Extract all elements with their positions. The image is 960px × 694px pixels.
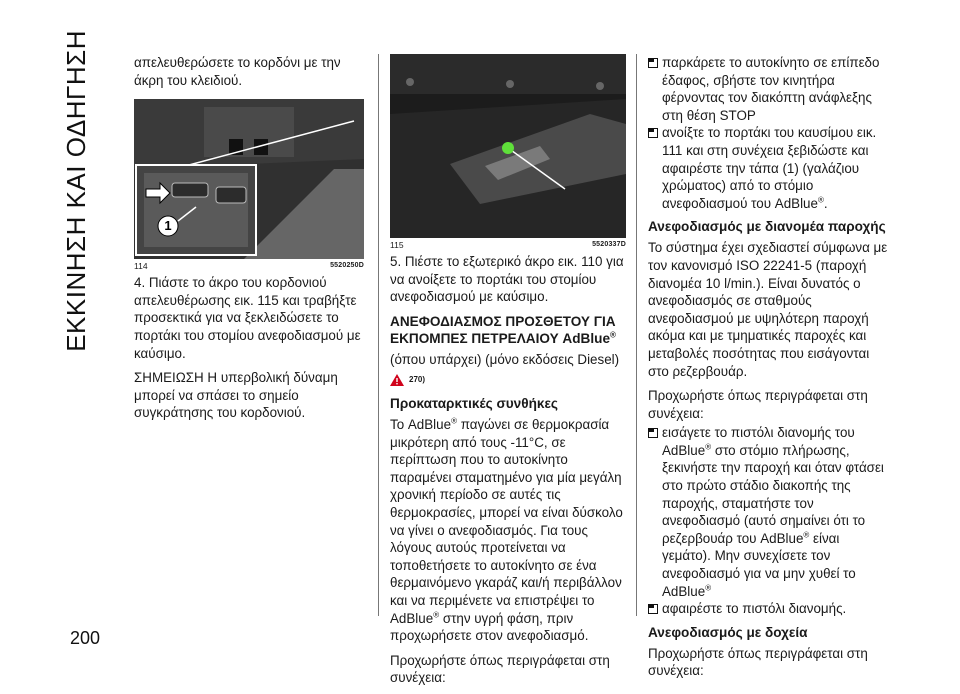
cord-pull-illustration [390, 54, 626, 238]
dispenser-heading: Ανεφοδιασμός με διανομέα παροχής [648, 219, 886, 235]
figure-115-code: 5520337D [592, 241, 626, 248]
page-number: 200 [70, 628, 101, 648]
column-3 [648, 54, 888, 687]
prelim-sup-2: ® [433, 610, 440, 620]
figure-callout-1: 1 [164, 218, 172, 234]
figure-114-caption [134, 261, 364, 271]
figure-115-number: 115 [390, 240, 404, 250]
bullet-insert-sup-2: ® [803, 530, 810, 540]
bullet-insert-sup-1: ® [705, 442, 712, 452]
bullet-insert-nozzle [648, 424, 888, 600]
figure-114 [134, 99, 364, 259]
proceed-text: Προχωρήστε όπως περιγράφεται στη συνέχεια: [390, 652, 610, 686]
column-divider-2 [636, 54, 637, 616]
intro-text: απελευθερώσετε το κορδόνι με την άκρη του κλειδιού. [134, 55, 341, 88]
checkbox-square-icon [648, 58, 658, 68]
step-5-text: 5. Πιέστε το εξωτερικό άκρο εικ. 110 για να ανοίξετε το πορτάκι του στομίου ανεφοδιασμού με καύσιμο. [390, 254, 624, 305]
chapter-side-title [44, 30, 108, 352]
prelim-text-b: παγώνει σε θερμοκρασία μικρότερη από τους -11°C, σε περίπτωση που το αυτοκίνητο παραμένει σταματημένο για μία μεγάλη χρονική περίοδο σε αυτές τις θερμοκρασίες, μπορεί να είναι δύσκολο να γίνει ο ανεφοδιασμός. Για τους λόγους αυτούς προτείνεται να τοποθετήσετε το αυτοκίνητο σε ένα θερμαινόμενο γκαράζ και/ή περιβάλλον και να περιμένετε να επιστρέψει το AdBlue [390, 416, 623, 626]
warning-triangle-icon [390, 374, 404, 386]
figure-114-code: 5520250D [330, 262, 364, 270]
warning-ref-number: 270) [409, 375, 426, 385]
bullet-park-text: παρκάρετε το αυτοκίνητο σε επίπεδο έδαφος, σβήστε τον κινητήρα φέρνοντας τον διακόπτη ανάφλεξης στη θέση STOP [662, 55, 880, 123]
figure-114-number: 114 [134, 261, 148, 272]
prelim-sup-1: ® [451, 416, 457, 426]
bullet-park [648, 54, 888, 124]
bullet-open-flap-a: ανοίξτε το πορτάκι του καυσίμου εικ. 111 και στη συνέχεια ξεβιδώστε και αφαιρέστε την τάπα (1) (γαλάζιου χρώματος) από το στόμιο ανεφοδιασμού του AdBlue [662, 125, 877, 211]
warning-reference [390, 371, 626, 389]
checkbox-square-icon [648, 428, 658, 438]
note-text: ΣΗΜΕΙΩΣΗ Η υπερβολική δύναμη μπορεί να σπάσει το σημείο συγκράτησης του κορδονιού. [134, 370, 338, 421]
container-heading: Ανεφοδιασμός με δοχεία [648, 624, 808, 640]
trunk-cord-illustration [134, 99, 364, 259]
column-1 [134, 54, 364, 429]
prelim-text-a: Το AdBlue [390, 416, 452, 432]
bullet-open-flap-b: . [823, 195, 828, 211]
bullet-insert-sup-3: ® [705, 583, 712, 593]
bullet-insert-c: είναι γεμάτο). Μην συνεχίσετε τον ανεφοδιασμό για να μην χυθεί το AdBlue [662, 530, 856, 599]
prelim-heading: Προκαταρκτικές συνθήκες [390, 395, 558, 411]
bullet-remove-nozzle-text: αφαιρέστε το πιστόλι διανομής. [662, 601, 847, 617]
adblue-heading-text: ΑΝΕΦΟΔΙΑΣΜΟΣ ΠΡΟΣΘΕΤΟΥ ΓΙΑ ΕΚΠΟΜΠΕΣ ΠΕΤΡΕΛΑΙΟΥ AdBlue [390, 313, 616, 346]
proceed-paragraph: Προχωρήστε όπως περιγράφεται στη συνέχεια: [648, 388, 868, 421]
adblue-heading [390, 313, 626, 347]
column-2 [390, 54, 626, 694]
figure-115 [390, 54, 626, 238]
checkbox-square-icon [648, 128, 658, 138]
system-paragraph: Το σύστημα έχει σχεδιαστεί σύμφωνα με τον κανονισμό ISO 22241-5 (παροχή διανομέα 10 l/min.). Είναι δυνατός ο ανεφοδιασμός σε σταθμούς ανεφοδιασμού με υψηλότερη παροχή ακόμα και με τμηματικές παροχές και μεταβολές ποσότητας που εισάγονται στο ρεζερβουάρ. [648, 240, 888, 379]
prelim-text-c: στην υγρή φάση, πριν προχωρήσετε στον ανεφοδιασμό. [390, 610, 589, 644]
bullet-open-flap-sup: ® [817, 195, 824, 205]
column-divider-1 [378, 54, 379, 616]
prelim-paragraph [390, 416, 626, 645]
bullet-remove-nozzle [648, 600, 888, 618]
bullet-insert-nozzle-text [662, 424, 888, 600]
adblue-heading-sup: ® [610, 330, 616, 340]
step-4-text: 4. Πιάστε το άκρο του κορδονιού απελευθέρωσης εικ. 115 και τραβήξτε προσεκτικά για να ξεκλειδώσετε το πορτάκι του στομίου ανεφοδιασμού με καύσιμο. [134, 275, 361, 361]
final-paragraph: Προχωρήστε όπως περιγράφεται στη συνέχεια: [648, 645, 868, 679]
figure-115-caption [390, 240, 626, 250]
bullet-insert-b: στο στόμιο πλήρωσης, ξεκινήστε την παροχή και όταν φτάσει στο πρώτο στάδιο διακοπής της παροχής, σταματήστε τον ανεφοδιασμό (αυτό σημαίνει ότι το ρεζερβουάρ του AdBlue [662, 442, 884, 546]
adblue-subtitle: (όπου υπάρχει) (μόνο εκδόσεις Diesel) [390, 351, 620, 367]
chapter-title-text: ΕΚΚΙΝΗΣΗ ΚΑΙ ΟΔΗΓΗΣΗ [60, 30, 91, 352]
bullet-insert-a: εισάγετε το πιστόλι διανομής του AdBlue [662, 425, 855, 458]
checkbox-square-icon [648, 604, 658, 614]
bullet-open-flap-text [662, 124, 888, 212]
bullet-open-flap [648, 124, 888, 212]
